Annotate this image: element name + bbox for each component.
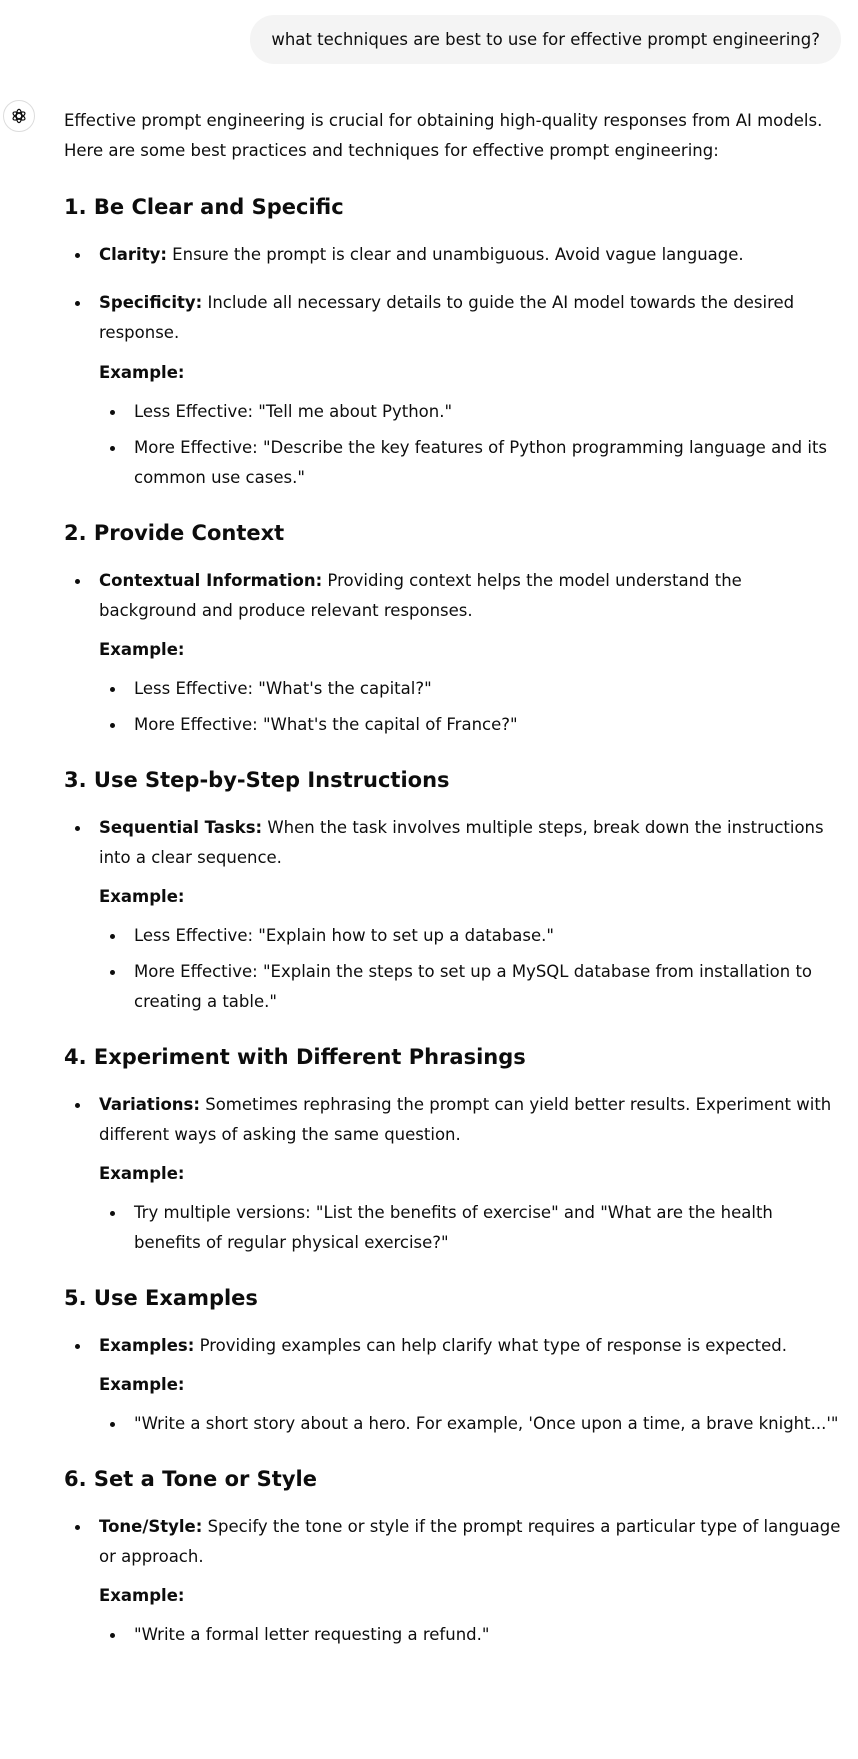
list-item	[64, 566, 844, 626]
list-item	[64, 1090, 844, 1150]
item-term: Specificity:	[99, 293, 203, 312]
example-item: Less Effective: "What's the capital?"	[99, 674, 844, 704]
example-item: More Effective: "What's the capital of France?"	[99, 710, 844, 740]
section-list	[64, 1512, 844, 1572]
response-intro: Effective prompt engineering is crucial for obtaining high-quality responses from AI models. Here are some best practices and techniques for effective prompt engineering:	[64, 111, 823, 160]
section-heading: 5. Use Examples	[64, 1286, 258, 1310]
section-heading: 4. Experiment with Different Phrasings	[64, 1045, 526, 1069]
section-heading: 1. Be Clear and Specific	[64, 195, 344, 219]
example-item: More Effective: "Explain the steps to set up a MySQL database from installation to creating a table."	[99, 957, 844, 1017]
list-item	[64, 813, 844, 873]
example-label: Example:	[99, 1164, 185, 1183]
openai-logo-icon	[9, 106, 29, 126]
item-term: Sequential Tasks:	[99, 818, 263, 837]
item-text: Specify the tone or style if the prompt requires a particular type of language or approach.	[99, 1517, 841, 1566]
example-label: Example:	[99, 363, 185, 382]
example-item: Less Effective: "Tell me about Python."	[99, 397, 844, 427]
item-term: Variations:	[99, 1095, 200, 1114]
section-list	[64, 813, 844, 873]
item-text: When the task involves multiple steps, break down the instructions into a clear sequence.	[99, 818, 824, 867]
section-list	[64, 1331, 844, 1361]
example-label: Example:	[99, 1375, 185, 1394]
example-item: "Write a formal letter requesting a refund."	[99, 1620, 844, 1650]
list-item	[64, 1512, 844, 1572]
item-text: Sometimes rephrasing the prompt can yield better results. Experiment with different ways of asking the same question.	[99, 1095, 832, 1144]
section-list	[64, 240, 844, 348]
item-text: Ensure the prompt is clear and unambiguous. Avoid vague language.	[166, 245, 744, 264]
example-list	[99, 921, 844, 1017]
example-item: Try multiple versions: "List the benefits of exercise" and "What are the health benefits of regular physical exercise?"	[99, 1198, 844, 1258]
user-message-bubble	[250, 15, 841, 64]
example-label: Example:	[99, 1586, 185, 1605]
section-list	[64, 566, 844, 626]
item-term: Examples:	[99, 1336, 195, 1355]
example-list	[99, 397, 844, 493]
section-heading: 3. Use Step-by-Step Instructions	[64, 768, 450, 792]
section-heading: 6. Set a Tone or Style	[64, 1467, 317, 1491]
example-label: Example:	[99, 640, 185, 659]
item-text: Providing examples can help clarify what type of response is expected.	[194, 1336, 787, 1355]
example-list	[99, 674, 844, 740]
list-item	[64, 288, 844, 348]
example-item: "Write a short story about a hero. For example, 'Once upon a time, a brave knight...'"	[99, 1409, 844, 1439]
section-list	[64, 1090, 844, 1150]
user-message-text: what techniques are best to use for effective prompt engineering?	[271, 30, 820, 49]
example-list	[99, 1620, 844, 1650]
item-term: Contextual Information:	[99, 571, 323, 590]
item-text: Include all necessary details to guide the AI model towards the desired response.	[99, 293, 795, 342]
example-list	[99, 1198, 844, 1258]
item-term: Clarity:	[99, 245, 167, 264]
item-term: Tone/Style:	[99, 1517, 203, 1536]
example-label: Example:	[99, 887, 185, 906]
example-item: More Effective: "Describe the key features of Python programming language and its common use cases."	[99, 433, 844, 493]
assistant-avatar	[3, 100, 35, 132]
list-item	[64, 240, 844, 270]
assistant-response	[64, 106, 844, 1650]
example-list	[99, 1409, 844, 1439]
example-item: Less Effective: "Explain how to set up a database."	[99, 921, 844, 951]
list-item	[64, 1331, 844, 1361]
item-text: Providing context helps the model understand the background and produce relevant responses.	[99, 571, 742, 620]
section-heading: 2. Provide Context	[64, 521, 285, 545]
